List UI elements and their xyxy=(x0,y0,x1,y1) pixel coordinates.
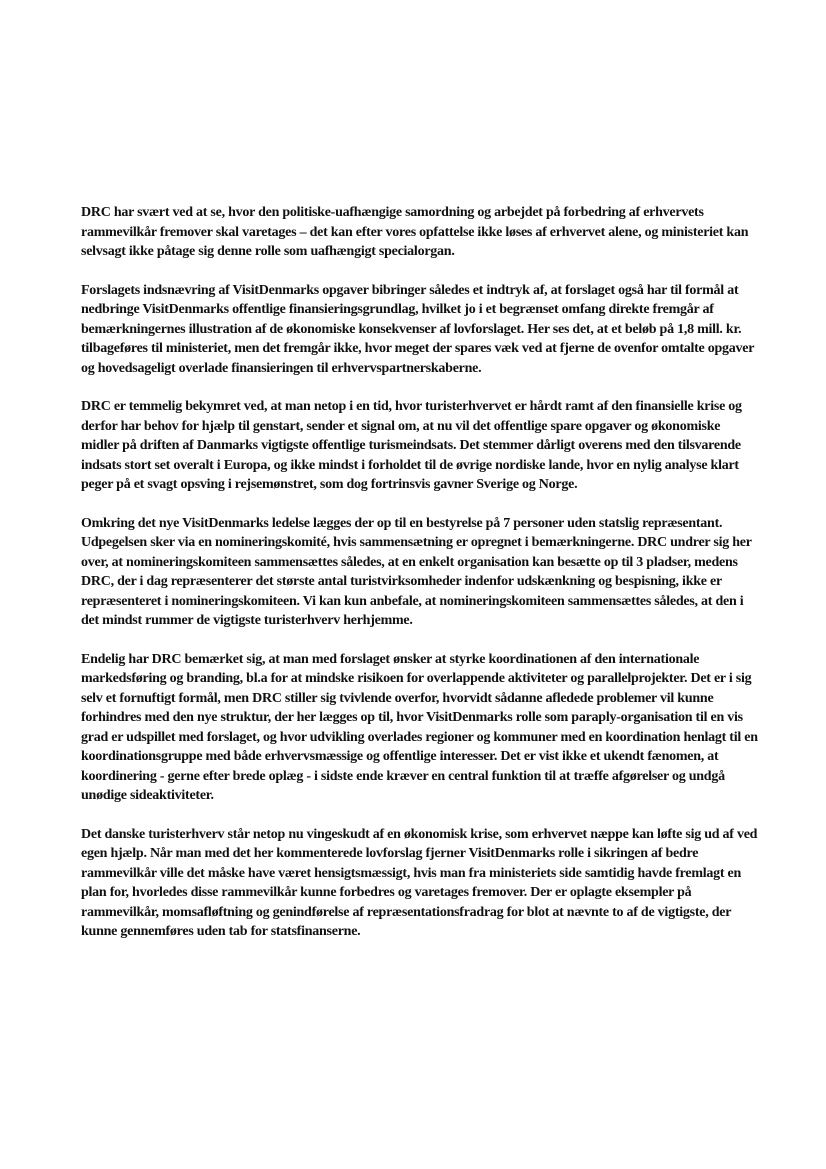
paragraph-6: Det danske turisterhverv står netop nu vingeskudt af en økonomisk krise, som erhvervet næppe kan løfte sig ud af ved egen hjælp. Når man med det her kommenterede lovforslag fjerner VisitDenmarks rolle i sikringen af bedre rammevilkår ville det måske have været hensigtsmæssigt, hvis man fra ministeriets side samtidig havde fremlagt en plan for, hvorledes disse rammevilkår kunne forbedres og varetages fremover. Der er oplagte eksempler på rammevilkår, momsafløftning og genindførelse af repræsentationsfradrag for blot at nævnte to af de vigtigste, der kunne gennemføres uden tab for statsfinanserne. xyxy=(81,826,758,939)
paragraph-1: DRC har svært ved at se, hvor den politiske-uafhængige samordning og arbejdet på forbedring af erhvervets rammevilkår fremover skal varetages – det kan efter vores opfattelse ikke løses af erhvervet alene, og ministeriet kan selvsagt ikke påtage sig denne rolle som uafhængigt specialorgan. xyxy=(81,205,749,259)
paragraph-2: Forslagets indsnævring af VisitDenmarks opgaver bibringer således et indtryk af, at forslaget også har til formål at nedbringe VisitDenmarks offentlige finansieringsgrundlag, hvilket jo i et begrænset omfang direkte fremgår af bemærkningernes illustration af de økonomiske konsekvenser af lovforslaget. Her ses det, at et beløb på 1,8 mill. kr. tilbageføres til ministeriet, men det fremgår ikke, hvor meget der spares væk ved at fjerne de ovenfor omtalte opgaver og hovedsageligt overlade finansieringen til erhvervspartnerskaberne. xyxy=(81,282,754,376)
paragraph-3: DRC er temmelig bekymret ved, at man netop i en tid, hvor turisterhvervet er hårdt ramt af den finansielle krise og derfor har behov for hjælp til genstart, sender et signal om, at nu vil det offentlige spare opgaver og økonomiske midler på driften af Danmarks vigtigste offentlige turismeindsats. Det stemmer dårligt overens med den tilsvarende indsats stort set overalt i Europa, og ikke mindst i forholdet til de øvrige nordiske lande, hvor en nylig analyse klart peger på et svagt opsving i rejsemønstret, som dog fortrinsvis gavner Sverige og Norge. xyxy=(81,399,742,492)
paragraph-5: Endelig har DRC bemærket sig, at man med forslaget ønsker at styrke koordinationen af den internationale markedsføring og branding, bl.a for at mindske risikoen for overlappende aktiviteter og parallelprojekter. Det er i sig selv et fornuftigt formål, men DRC stiller sig tvivlende overfor, hvorvidt sådanne afledede problemer vil kunne forhindres med den nye struktur, der her lægges op til, hvor VisitDenmarks rolle som paraply-organisation til en vis grad er udspillet med forslaget, og hvor udvikling overlades regioner og kommuner med en koordination henlagt til en koordinationsgruppe med både erhvervsmæssige og offentlige interesser. Det er vist ikke et ukendt fænomen, at koordinering - gerne efter brede oplæg - i sidste ende kræver en central funktion til at træffe afgørelser og undgå unødige sideaktiviteter. xyxy=(81,651,758,803)
document-body xyxy=(81,203,761,961)
paragraph-4: Omkring det nye VisitDenmarks ledelse lægges der op til en bestyrelse på 7 personer uden statslig repræsentant. Udpegelsen sker via en nomineringskomité, hvis sammensætning er opregnet i bemærkningerne. DRC undrer sig her over, at nomineringskomiteen sammensættes således, at en enkelt organisation kan besætte op til 3 pladser, medens DRC, der i dag repræsenterer det største antal turistvirksomheder indenfor udskænkning og bespisning, ikke er repræsenteret i nomineringskomiteen. Vi kan kun anbefale, at nomineringskomiteen sammensættes således, at den i det mindst rummer de vigtigste turisterhverv herhjemme. xyxy=(81,515,752,628)
